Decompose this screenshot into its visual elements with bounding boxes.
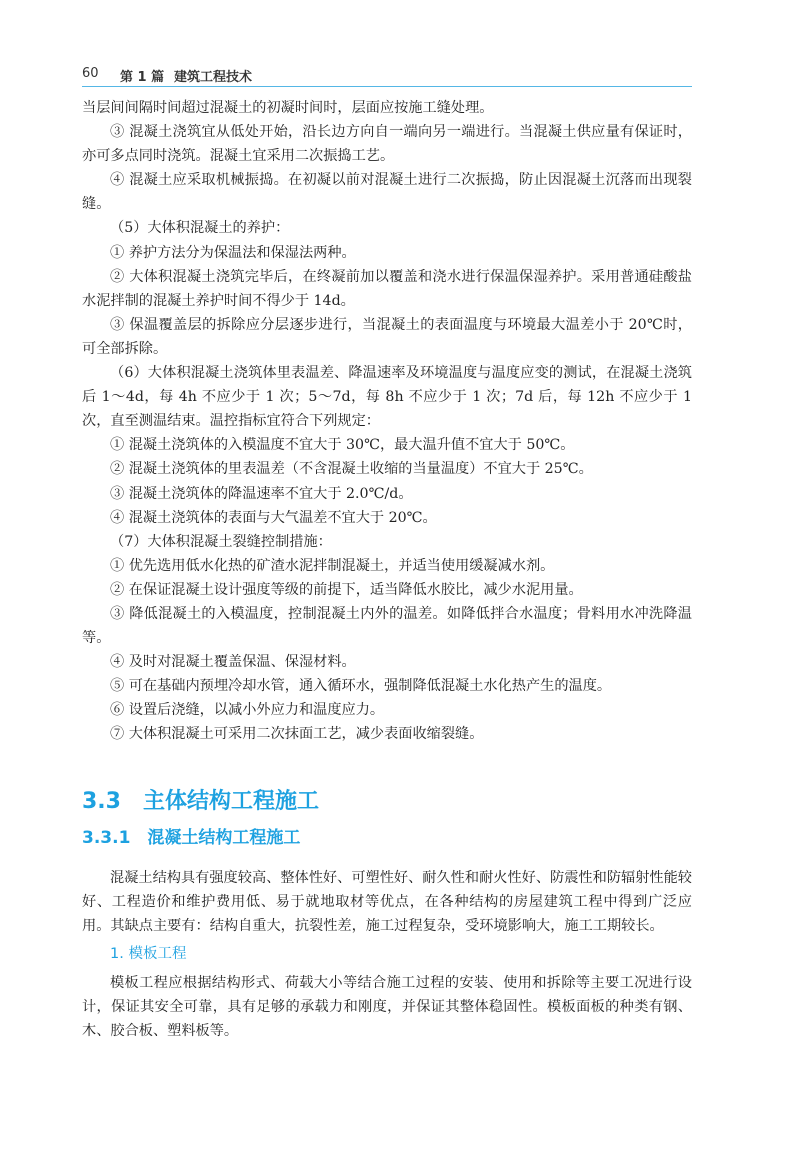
section-heading: 3.3 主体结构工程施工	[82, 789, 319, 814]
part-label: 第 1 篇	[120, 70, 165, 85]
paragraph: ⑦ 大体积混凝土可采用二次抹面工艺，减少表面收缩裂缝。	[110, 726, 484, 743]
paragraph: ④ 及时对混凝土覆盖保温、保湿材料。	[110, 654, 356, 671]
paragraph: ⑥ 设置后浇缝，以减小外应力和温度应力。	[110, 702, 385, 719]
paragraph: ① 混凝土浇筑体的入模温度不宜大于 30℃，最大温升值不宜大于 50℃。	[110, 437, 575, 454]
paragraph: ③ 混凝土浇筑宜从低处开始，沿长边方向自一端向另一端进行。当混凝土供应量有保证时，亦可多点同时浇筑。混凝土宜采用二次振捣工艺。	[82, 124, 692, 165]
book-title: 建筑工程技术	[174, 70, 253, 85]
paragraph: ① 养护方法分为保温法和保湿法两种。	[110, 244, 356, 261]
running-header	[82, 62, 692, 86]
paragraph: ① 优先选用低水化热的矿渣水泥拌制混凝土，并适当使用缓凝减水剂。	[110, 557, 555, 574]
main-text	[82, 96, 692, 747]
paragraph: ② 在保证混凝土设计强度等级的前提下，适当降低水胶比，减少水泥用量。	[110, 581, 583, 598]
paragraph: （6）大体积混凝土浇筑体里表温差、降温速率及环境温度与温度应变的测试，在混凝土浇筑后 1～4d，每 4h 不应少于 1 次；5～7d，每 8h 不应少于 1 次；7d 后，每 12h 不应少于 1 次，直至测温结束。温控指标宜符合下列规定：	[82, 365, 692, 430]
paragraph-continued: 当层间间隔时间超过混凝土的初凝时间时，层面应按施工缝处理。	[82, 100, 494, 116]
section-intro: 混凝土结构具有强度较高、整体性好、可塑性好、耐久性和耐火性好、防震性和防辐射性能较好、工程造价和维护费用低、易于就地取材等优点，在各种结构的房屋建筑工程中得到广泛应用。其缺点主要有：结构自重大，抗裂性差，施工过程复杂，受环境影响大，施工工期较长。	[82, 870, 692, 935]
paragraph: （7）大体积混凝土裂缝控制措施：	[110, 533, 332, 550]
header-rule	[82, 86, 692, 87]
paragraph: ④ 混凝土应采取机械振捣。在初凝以前对混凝土进行二次振捣，防止因混凝土沉落而出现裂缝。	[82, 172, 692, 213]
paragraph: ④ 混凝土浇筑体的表面与大气温差不宜大于 20℃。	[110, 509, 437, 526]
section-block	[82, 790, 692, 1043]
item-paragraph: 模板工程应根据结构形式、荷载大小等结合施工过程的安装、使用和拆除等主要工况进行设计，保证其安全可靠，具有足够的承载力和刚度，并保证其整体稳固性。模板面板的种类有钢、木、胶合板、塑料板等。	[82, 974, 692, 1039]
paragraph: （5）大体积混凝土的养护：	[110, 220, 290, 237]
subsection-heading: 3.3.1 混凝土结构工程施工	[82, 828, 301, 849]
paragraph: ⑤ 可在基础内预埋冷却水管，通入循环水，强制降低混凝土水化热产生的温度。	[110, 678, 612, 695]
paragraph: ③ 降低混凝土的入模温度，控制混凝土内外的温差。如降低拌合水温度；骨料用水冲洗降温等。	[82, 605, 692, 647]
paragraph: ② 混凝土浇筑体的里表温差（不含混凝土收缩的当量温度）不宜大于 25℃。	[110, 461, 593, 478]
item-heading: 1. 模板工程	[110, 946, 187, 963]
paragraph: ③ 混凝土浇筑体的降温速率不宜大于 2.0℃/d。	[110, 485, 413, 502]
paragraph: ③ 保温覆盖层的拆除应分层逐步进行，当混凝土的表面温度与环境最大温差小于 20℃时，可全部拆除。	[82, 316, 692, 357]
paragraph: ② 大体积混凝土浇筑完毕后，在终凝前加以覆盖和浇水进行保温保湿养护。采用普通硅酸盐水泥拌制的混凝土养护时间不得少于 14d。	[82, 268, 692, 309]
page-number: 60	[82, 66, 99, 81]
